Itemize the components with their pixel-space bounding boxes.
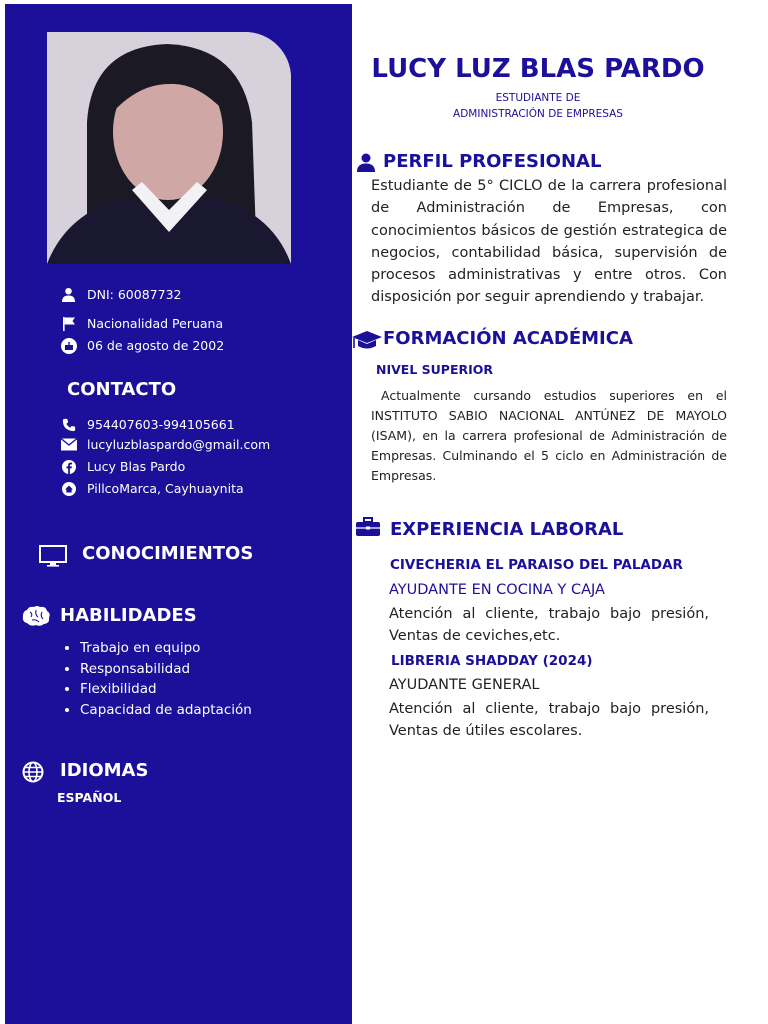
job-2-company: LIBRERIA SHADDAY (2024) (391, 653, 593, 669)
job-1-description: Atención al cliente, trabajo bajo presión, Ventas de ceviches,etc. (389, 606, 709, 644)
monitor-icon (39, 545, 67, 571)
graduation-cap-icon (351, 330, 383, 356)
education-heading: FORMACIÓN ACADÉMICA (383, 328, 633, 349)
facebook-icon (60, 458, 77, 475)
email-row (60, 436, 270, 453)
job-1-role: AYUDANTE EN COCINA Y CAJA (389, 582, 605, 598)
phone-icon (60, 416, 77, 433)
globe-icon (22, 761, 44, 787)
dni-text: DNI: 60087732 (87, 287, 182, 302)
flag-icon (60, 315, 77, 332)
job-2-description: Atención al cliente, trabajo bajo presión, Ventas de útiles escolares. (389, 701, 709, 739)
birthdate-row (60, 337, 224, 354)
phone-text[interactable]: 954407603-994105661 (87, 417, 235, 432)
skills-heading: HABILIDADES (60, 605, 197, 626)
list-item: • Responsabilidad (80, 659, 252, 680)
profile-heading: PERFIL PROFESIONAL (383, 151, 602, 172)
profile-text: Estudiante de 5° CICLO de la carrera profesional de Administración de Empresas, con conocimientos básicos de gestión estrategica de negocios, contabilidad básica, supervisión de procesos administrativas y entre otros. Con disposición por seguir aprendiendo y trabajar. (371, 178, 727, 306)
job-2-role: AYUDANTE GENERAL (389, 677, 540, 693)
dni-row (60, 286, 181, 303)
languages-heading: IDIOMAS (60, 760, 149, 781)
email-text[interactable]: lucyluzblaspardo@gmail.com (87, 437, 271, 452)
address-row (60, 480, 244, 497)
mail-icon (60, 436, 77, 453)
knowledge-heading: CONOCIMIENTOS (82, 543, 254, 564)
list-item: • Trabajo en equipo (80, 638, 252, 659)
brain-icon (22, 605, 51, 631)
profile-photo (47, 32, 291, 264)
address-text: PillcoMarca, Cayhuaynita (87, 481, 244, 496)
facebook-text[interactable]: Lucy Blas Pardo (87, 459, 186, 474)
list-item: • Flexibilidad (80, 679, 252, 700)
home-icon (60, 480, 77, 497)
job-1-company: CIVECHERIA EL PARAISO DEL PALADAR (390, 557, 683, 573)
birthdate-text: 06 de agosto de 2002 (87, 338, 225, 353)
language-spanish: ESPAÑOL (57, 790, 122, 805)
nationality-text: Nacionalidad Peruana (87, 316, 224, 331)
birthday-cake-icon (60, 337, 77, 354)
subtitle-line-2: ADMINISTRACIÓN DE EMPRESAS (453, 108, 623, 120)
experience-heading: EXPERIENCIA LABORAL (390, 519, 624, 540)
skills-list (62, 638, 252, 721)
user-icon (60, 286, 77, 303)
facebook-row (60, 458, 185, 475)
full-name: LUCY LUZ BLAS PARDO (371, 54, 705, 84)
user-icon (356, 153, 376, 176)
briefcase-icon (355, 517, 381, 541)
education-level: NIVEL SUPERIOR (376, 362, 494, 377)
nationality-row (60, 315, 223, 332)
list-item: • Capacidad de adaptación (80, 700, 252, 721)
education-text: Actualmente cursando estudios superiores en el INSTITUTO SABIO NACIONAL ANTÚNEZ DE MAYOLO (ISAM), en la carrera profesional de Administración de Empresas. Culminando el 5 ciclo en Administración de Empresas. (371, 388, 727, 483)
subtitle-line-1: ESTUDIANTE DE (495, 92, 581, 104)
phone-row (60, 416, 235, 433)
contact-heading: CONTACTO (67, 379, 177, 400)
